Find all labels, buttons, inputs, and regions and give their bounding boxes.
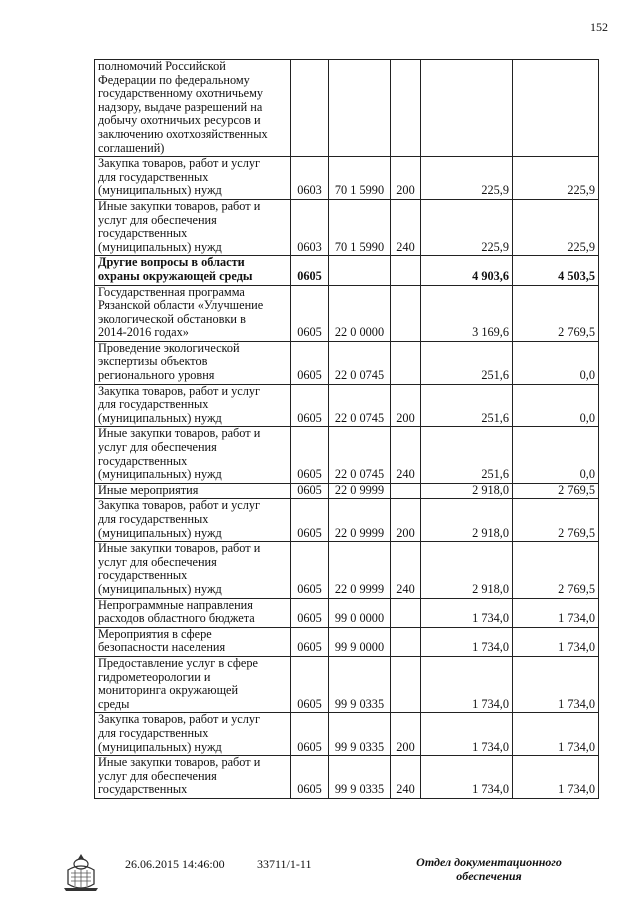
expense-type-cell bbox=[391, 483, 421, 499]
amount-2016-cell: 2 918,0 bbox=[421, 499, 513, 542]
item-name-line: услуг для обеспечения bbox=[98, 212, 217, 227]
item-name-cell bbox=[95, 499, 291, 542]
section-code-cell: 0605 bbox=[291, 656, 329, 712]
amount-2016-cell: 1 734,0 bbox=[421, 627, 513, 656]
amount-2016-cell: 251,6 bbox=[421, 384, 513, 427]
item-name-line: Рязанской области «Улучшение bbox=[98, 298, 264, 313]
item-name-line: охраны окружающей среды bbox=[98, 268, 253, 283]
table-row bbox=[95, 157, 599, 200]
expense-type-cell: 200 bbox=[391, 384, 421, 427]
item-name-line: Федерации по федеральному bbox=[98, 72, 250, 87]
target-code-cell: 99 9 0335 bbox=[329, 713, 391, 756]
amount-2017-cell: 2 769,5 bbox=[513, 499, 599, 542]
amount-2017-cell bbox=[513, 60, 599, 157]
amount-2016-cell: 225,9 bbox=[421, 157, 513, 200]
item-name-line: государственных bbox=[98, 782, 188, 797]
target-code-cell: 22 0 9999 bbox=[329, 499, 391, 542]
target-code-cell: 22 0 9999 bbox=[329, 542, 391, 598]
stamp-document-number: 33711/1-11 bbox=[257, 857, 312, 871]
item-name-cell bbox=[95, 598, 291, 627]
item-name-line: регионального уровня bbox=[98, 368, 215, 383]
item-name-line: безопасности населения bbox=[98, 640, 226, 655]
expense-type-cell: 240 bbox=[391, 756, 421, 799]
target-code-cell: 22 0 0745 bbox=[329, 427, 391, 483]
item-name-line: Иные мероприятия bbox=[98, 483, 199, 497]
target-code-cell: 22 0 0745 bbox=[329, 341, 391, 384]
section-code-cell: 0603 bbox=[291, 157, 329, 200]
section-code-cell: 0605 bbox=[291, 598, 329, 627]
item-name-cell bbox=[95, 384, 291, 427]
item-name-line: (муниципальных) нужд bbox=[98, 410, 222, 425]
item-name-cell bbox=[95, 60, 291, 157]
amount-2017-cell: 0,0 bbox=[513, 384, 599, 427]
amount-2017-cell: 1 734,0 bbox=[513, 756, 599, 799]
item-name-line: Закупка товаров, работ и услуг bbox=[98, 712, 261, 727]
item-name-line: государственных bbox=[98, 226, 188, 241]
item-name-line: среды bbox=[98, 696, 130, 711]
section-code-cell: 0605 bbox=[291, 499, 329, 542]
section-code-cell: 0605 bbox=[291, 542, 329, 598]
item-name-line: государственных bbox=[98, 453, 188, 468]
section-code-cell: 0605 bbox=[291, 341, 329, 384]
section-code-cell: 0605 bbox=[291, 285, 329, 341]
section-code-cell: 0605 bbox=[291, 756, 329, 799]
item-name-line: Другие вопросы в области bbox=[98, 255, 245, 270]
amount-2017-cell: 225,9 bbox=[513, 199, 599, 255]
item-name-cell bbox=[95, 341, 291, 384]
table-row bbox=[95, 542, 599, 598]
amount-2017-cell: 0,0 bbox=[513, 427, 599, 483]
item-name-line: Государственная программа bbox=[98, 285, 245, 299]
item-name-line: услуг для обеспечения bbox=[98, 768, 217, 783]
table-row bbox=[95, 256, 599, 285]
item-name-cell bbox=[95, 656, 291, 712]
table-row bbox=[95, 756, 599, 799]
section-code-cell: 0605 bbox=[291, 483, 329, 499]
expense-type-cell: 200 bbox=[391, 713, 421, 756]
item-name-cell bbox=[95, 483, 291, 499]
table-row bbox=[95, 384, 599, 427]
target-code-cell: 70 1 5990 bbox=[329, 157, 391, 200]
amount-2017-cell: 2 769,5 bbox=[513, 483, 599, 499]
expense-type-cell: 240 bbox=[391, 427, 421, 483]
target-code-cell: 22 0 0745 bbox=[329, 384, 391, 427]
item-name-line: для государственных bbox=[98, 725, 209, 740]
item-name-line: Закупка товаров, работ и услуг bbox=[98, 156, 261, 171]
section-code-cell: 0605 bbox=[291, 427, 329, 483]
item-name-line: (муниципальных) нужд bbox=[98, 183, 222, 198]
target-code-cell: 70 1 5990 bbox=[329, 199, 391, 255]
amount-2016-cell: 4 903,6 bbox=[421, 256, 513, 285]
budget-table bbox=[94, 59, 599, 799]
expense-type-cell: 240 bbox=[391, 199, 421, 255]
amount-2016-cell: 2 918,0 bbox=[421, 483, 513, 499]
amount-2017-cell: 0,0 bbox=[513, 341, 599, 384]
table-body bbox=[95, 60, 599, 799]
target-code-cell bbox=[329, 256, 391, 285]
target-code-cell: 99 0 0000 bbox=[329, 598, 391, 627]
amount-2016-cell: 1 734,0 bbox=[421, 656, 513, 712]
item-name-line: (муниципальных) нужд bbox=[98, 239, 222, 254]
item-name-line: (муниципальных) нужд bbox=[98, 467, 222, 482]
department-line: обеспечения bbox=[456, 869, 522, 883]
item-name-line: (муниципальных) нужд bbox=[98, 525, 222, 540]
target-code-cell: 22 0 9999 bbox=[329, 483, 391, 499]
item-name-line: Иные закупки товаров, работ и bbox=[98, 755, 261, 770]
amount-2016-cell: 2 918,0 bbox=[421, 542, 513, 598]
amount-2017-cell: 225,9 bbox=[513, 157, 599, 200]
item-name-cell bbox=[95, 427, 291, 483]
page-number: 152 bbox=[590, 20, 608, 34]
table-row bbox=[95, 60, 599, 157]
target-code-cell: 22 0 0000 bbox=[329, 285, 391, 341]
section-code-cell: 0603 bbox=[291, 199, 329, 255]
item-name-line: для государственных bbox=[98, 397, 209, 412]
item-name-line: Закупка товаров, работ и услуг bbox=[98, 384, 261, 398]
item-name-line: услуг для обеспечения bbox=[98, 440, 217, 455]
amount-2017-cell: 2 769,5 bbox=[513, 285, 599, 341]
department-stamp bbox=[414, 855, 564, 883]
table-row bbox=[95, 627, 599, 656]
expense-type-cell bbox=[391, 285, 421, 341]
target-code-cell: 99 9 0335 bbox=[329, 756, 391, 799]
amount-2016-cell: 3 169,6 bbox=[421, 285, 513, 341]
item-name-line: государственных bbox=[98, 568, 188, 583]
target-code-cell: 99 9 0335 bbox=[329, 656, 391, 712]
table-row bbox=[95, 713, 599, 756]
section-code-cell: 0605 bbox=[291, 713, 329, 756]
footer bbox=[0, 850, 640, 900]
item-name-cell bbox=[95, 713, 291, 756]
item-name-line: Предоставление услуг в сфере bbox=[98, 656, 258, 670]
item-name-cell bbox=[95, 756, 291, 799]
table-row bbox=[95, 285, 599, 341]
item-name-line: надзору, выдаче разрешений на bbox=[98, 99, 263, 114]
table-row bbox=[95, 341, 599, 384]
item-name-line: для государственных bbox=[98, 169, 209, 184]
item-name-line: (муниципальных) нужд bbox=[98, 739, 222, 754]
expense-type-cell bbox=[391, 256, 421, 285]
item-name-line: заключению охотхозяйственных bbox=[98, 126, 268, 141]
item-name-line: услуг для обеспечения bbox=[98, 554, 217, 569]
item-name-cell bbox=[95, 627, 291, 656]
expense-type-cell: 200 bbox=[391, 157, 421, 200]
expense-type-cell bbox=[391, 598, 421, 627]
target-code-cell: 99 9 0000 bbox=[329, 627, 391, 656]
item-name-line: 2014-2016 годах» bbox=[98, 325, 189, 340]
item-name-line: Иные закупки товаров, работ и bbox=[98, 199, 261, 213]
amount-2017-cell: 1 734,0 bbox=[513, 656, 599, 712]
expense-type-cell bbox=[391, 656, 421, 712]
item-name-line: государственному охотничьему bbox=[98, 86, 264, 101]
section-code-cell: 0605 bbox=[291, 384, 329, 427]
amount-2017-cell: 2 769,5 bbox=[513, 542, 599, 598]
item-name-cell bbox=[95, 285, 291, 341]
item-name-line: экспертизы объектов bbox=[98, 354, 208, 369]
expense-type-cell bbox=[391, 341, 421, 384]
table-row bbox=[95, 199, 599, 255]
table-row bbox=[95, 483, 599, 499]
table-row bbox=[95, 598, 599, 627]
item-name-line: полномочий Российской bbox=[98, 59, 226, 73]
amount-2016-cell bbox=[421, 60, 513, 157]
section-code-cell: 0605 bbox=[291, 256, 329, 285]
amount-2017-cell: 1 734,0 bbox=[513, 627, 599, 656]
table-row bbox=[95, 656, 599, 712]
item-name-line: экологической обстановки в bbox=[98, 311, 246, 326]
item-name-line: соглашений) bbox=[98, 140, 165, 155]
item-name-line: добычу охотничьих ресурсов и bbox=[98, 113, 261, 128]
expense-type-cell: 200 bbox=[391, 499, 421, 542]
table-row bbox=[95, 499, 599, 542]
item-name-cell bbox=[95, 256, 291, 285]
item-name-line: Непрограммные направления bbox=[98, 598, 253, 612]
item-name-line: Иные закупки товаров, работ и bbox=[98, 541, 261, 556]
coat-of-arms-icon bbox=[62, 850, 100, 897]
amount-2016-cell: 225,9 bbox=[421, 199, 513, 255]
expense-type-cell: 240 bbox=[391, 542, 421, 598]
section-code-cell: 0605 bbox=[291, 627, 329, 656]
item-name-line: Проведение экологической bbox=[98, 341, 240, 355]
amount-2016-cell: 1 734,0 bbox=[421, 756, 513, 799]
target-code-cell bbox=[329, 60, 391, 157]
department-line: Отдел документационного bbox=[416, 855, 562, 869]
item-name-line: Закупка товаров, работ и услуг bbox=[98, 498, 261, 513]
item-name-line: мониторинга окружающей bbox=[98, 683, 239, 698]
item-name-cell bbox=[95, 542, 291, 598]
table-row bbox=[95, 427, 599, 483]
amount-2017-cell: 4 503,5 bbox=[513, 256, 599, 285]
item-name-line: гидрометеорологии и bbox=[98, 669, 211, 684]
section-code-cell bbox=[291, 60, 329, 157]
expense-type-cell bbox=[391, 60, 421, 157]
amount-2017-cell: 1 734,0 bbox=[513, 598, 599, 627]
amount-2016-cell: 1 734,0 bbox=[421, 598, 513, 627]
expense-type-cell bbox=[391, 627, 421, 656]
amount-2016-cell: 251,6 bbox=[421, 427, 513, 483]
item-name-cell bbox=[95, 157, 291, 200]
amount-2016-cell: 1 734,0 bbox=[421, 713, 513, 756]
item-name-line: (муниципальных) нужд bbox=[98, 581, 222, 596]
item-name-line: Иные закупки товаров, работ и bbox=[98, 426, 261, 441]
item-name-cell bbox=[95, 199, 291, 255]
amount-2016-cell: 251,6 bbox=[421, 341, 513, 384]
amount-2017-cell: 1 734,0 bbox=[513, 713, 599, 756]
stamp-date: 26.06.2015 14:46:00 bbox=[125, 857, 225, 871]
item-name-line: для государственных bbox=[98, 512, 209, 526]
item-name-line: Мероприятия в сфере bbox=[98, 627, 212, 641]
item-name-line: расходов областного бюджета bbox=[98, 611, 255, 626]
